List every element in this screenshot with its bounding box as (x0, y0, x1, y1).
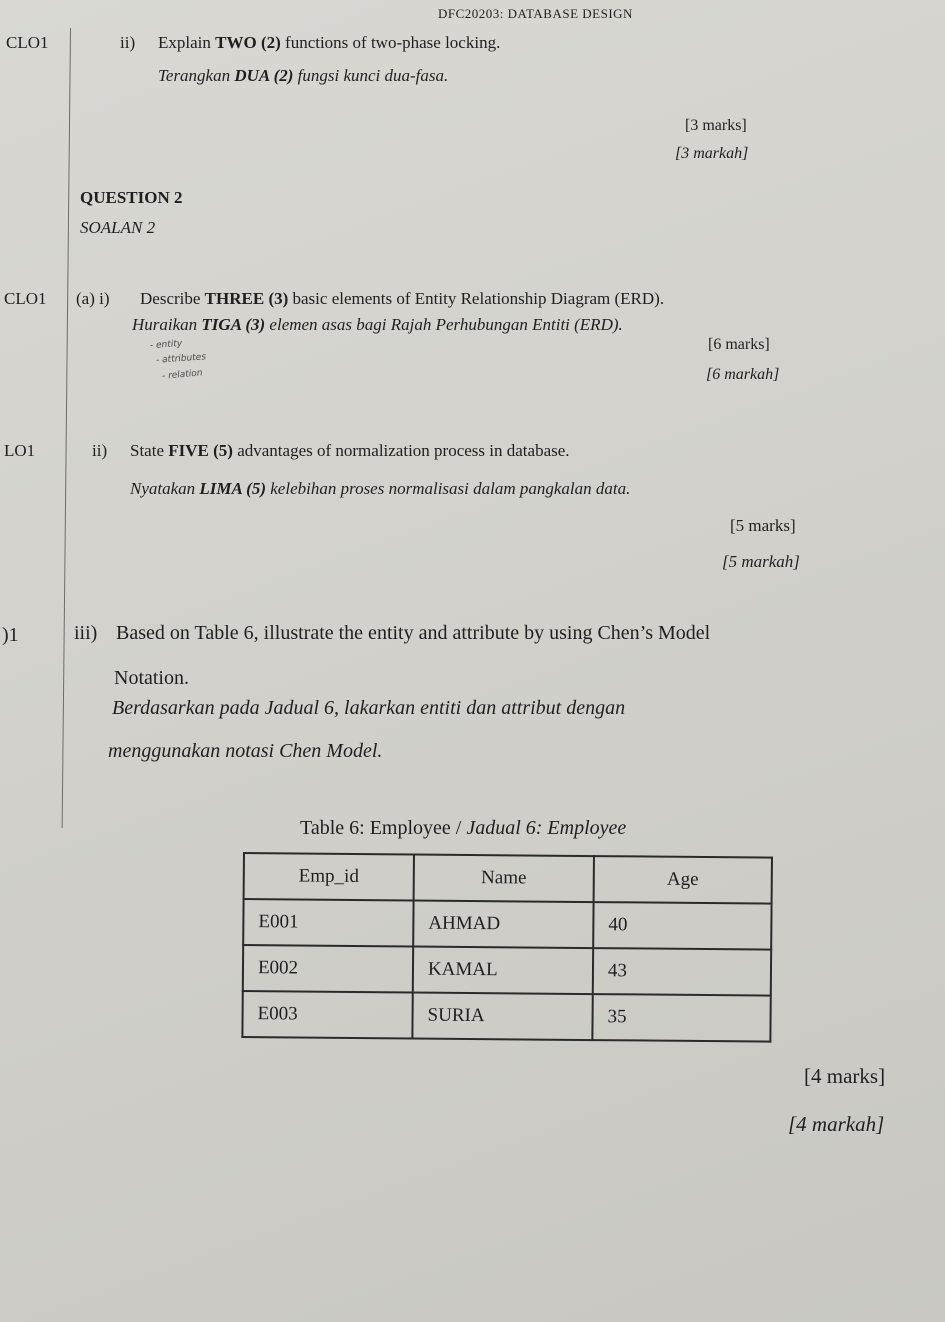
cell-emp-id: E002 (243, 945, 413, 992)
column-header-name: Name (414, 854, 594, 902)
q2a-iii-malay-line1: Berdasarkan pada Jadual 6, lakarkan entiti dan attribut dengan (112, 697, 626, 719)
q2a-ii-marks-ms: [5 markah] (722, 552, 800, 571)
cell-emp-id: E001 (243, 899, 413, 946)
table-row (242, 991, 770, 1042)
q2a-iii-malay-line2: menggunakan notasi Chen Model. (108, 740, 383, 762)
q2a-i-english-text: Describe THREE (3) basic elements of Entity Relationship Diagram (ERD). (140, 289, 665, 308)
q2a-iii-english-line1: Based on Table 6, illustrate the entity and attribute by using Chen’s Model (116, 622, 711, 644)
q1-marks-ms: [3 markah] (675, 145, 749, 162)
q2a-ii-english-text: State FIVE (5) advantages of normalization process in database. (130, 441, 570, 460)
q1-item-label: ii) (120, 33, 136, 52)
cell-emp-id: E003 (242, 991, 412, 1038)
q2a-ii-item-label: ii) (92, 441, 108, 460)
table-caption: Table 6: Employee / Jadual 6: Employee (300, 817, 627, 839)
cell-age: 40 (593, 902, 771, 950)
cell-age: 43 (593, 948, 771, 996)
q2a-i-marks-en: [6 marks] (708, 336, 770, 353)
cell-name: AHMAD (413, 900, 593, 948)
clo-label: )1 (2, 624, 19, 646)
q2a-i-malay-text: Huraikan TIGA (3) elemen asas bagi Rajah Perhubungan Entiti (ERD). (132, 315, 623, 334)
q2a-iii-marks-ms: [4 markah] (788, 1112, 885, 1136)
employee-table (241, 852, 773, 1043)
column-header-emp-id: Emp_id (244, 853, 414, 900)
page-header: DFC20203: DATABASE DESIGN (438, 6, 633, 21)
table-row (243, 945, 771, 996)
column-header-age: Age (594, 856, 772, 904)
q2a-ii-malay-text: Nyatakan LIMA (5) kelebihan proses normalisasi dalam pangkalan data. (130, 479, 631, 498)
handwritten-note: - attributes (155, 352, 207, 366)
cell-name: KAMAL (413, 946, 593, 994)
handwritten-note: - relation (161, 368, 203, 382)
q1-marks-en: [3 marks] (685, 117, 747, 134)
margin-line (62, 28, 71, 828)
soalan-2-title: SOALAN 2 (80, 218, 156, 237)
clo-label: LO1 (4, 441, 36, 460)
q2a-i-marks-ms: [6 markah] (706, 366, 780, 383)
cell-name: SURIA (412, 992, 592, 1040)
clo-label: CLO1 (6, 33, 49, 52)
question-2-title: QUESTION 2 (80, 188, 183, 207)
handwritten-note: - entity (149, 338, 183, 352)
q2a-iii-english-line2: Notation. (114, 667, 189, 689)
q2a-ii-marks-en: [5 marks] (730, 516, 796, 535)
q1-malay-text: Terangkan DUA (2) fungsi kunci dua-fasa. (158, 66, 449, 85)
q2a-i-item-label: (a) i) (76, 289, 110, 308)
table-row (243, 899, 771, 950)
table-header-row (244, 853, 772, 904)
q2a-iii-marks-en: [4 marks] (804, 1064, 886, 1088)
clo-label: CLO1 (4, 289, 47, 308)
q1-english-text: Explain TWO (2) functions of two-phase locking. (158, 33, 501, 52)
cell-age: 35 (592, 994, 770, 1042)
q2a-iii-item-label: iii) (74, 622, 98, 644)
